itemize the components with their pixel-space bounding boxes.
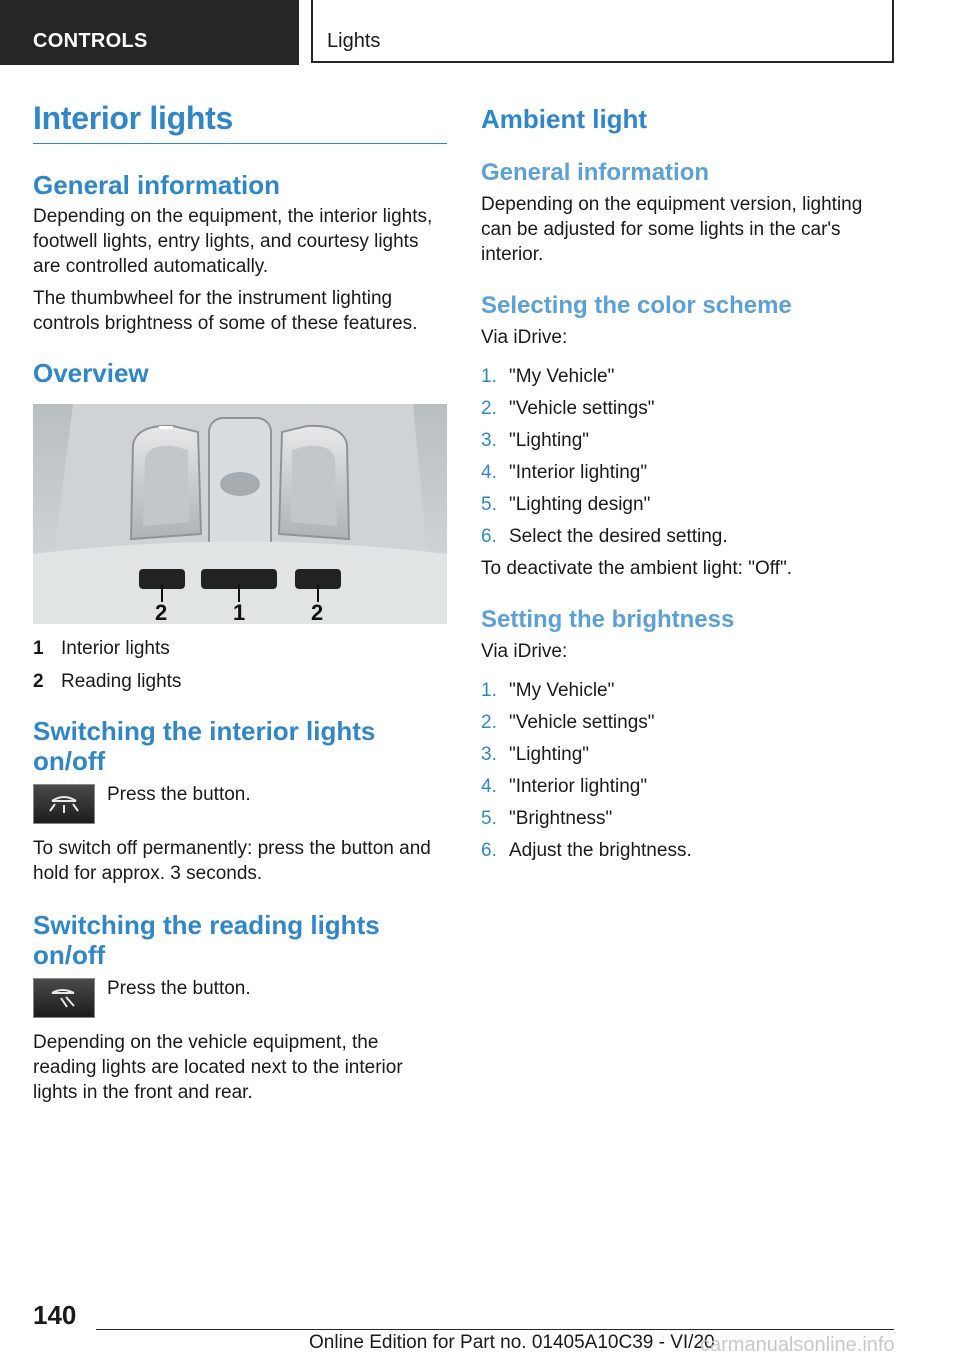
legend-number: 2 [33,671,44,692]
interior-light-button-icon [33,784,95,824]
ambient-general-text: Depending on the equipment version, lighting can be adjusted for some lights in the car's interior. [481,194,863,265]
step-item [481,396,895,421]
color-scheme-heading: Selecting the color scheme [481,292,792,319]
left-column [33,100,447,1105]
step-text: "Vehicle settings" [509,712,655,733]
step-text: "My Vehicle" [509,680,615,701]
step-number: 6. [481,840,497,861]
legend-label: Reading lights [61,671,182,692]
brightness-heading: Setting the brightness [481,606,735,633]
general-info-heading: General information [33,170,281,200]
step-number: 3. [481,430,497,451]
press-button-text: Press the button. [107,784,251,805]
thumbwheel-text: The thumbwheel for the instrument lighting controls brightness of some of these features. [33,288,418,334]
step-item [481,364,895,389]
step-text: "Lighting" [509,744,590,765]
step-number: 2. [481,398,497,419]
color-scheme-steps [481,364,895,549]
step-number: 4. [481,462,497,483]
via-idrive-text: Via iDrive: [481,327,568,348]
step-text: "Lighting design" [509,494,651,515]
footer-divider [96,1329,894,1330]
press-button-text: Press the button. [107,978,251,999]
step-text: "Brightness" [509,808,613,829]
via-idrive-text: Via iDrive: [481,641,568,662]
step-item [481,742,895,767]
step-number: 2. [481,712,497,733]
overhead-console-photo [33,404,447,624]
chapter-title: Lights [327,30,381,52]
legend-item [33,636,447,661]
chapter-tab [311,0,894,63]
section-title: CONTROLS [33,30,148,52]
switch-off-text: To switch off permanently: press the button and hold for approx. 3 seconds. [33,838,431,884]
step-text: "My Vehicle" [509,366,615,387]
step-text: Adjust the brightness. [509,840,692,861]
reading-switch-heading: Switching the reading lights on/off [33,910,380,970]
page-title: Interior lights [33,100,447,144]
step-number: 4. [481,776,497,797]
legend-number: 1 [33,638,44,659]
step-number: 6. [481,526,497,547]
step-number: 5. [481,494,497,515]
callout-label: 2 [155,600,168,624]
overhead-console-illustration [33,404,447,624]
step-item [481,524,895,549]
step-text: Select the desired setting. [509,526,728,547]
ambient-light-heading: Ambient light [481,104,648,134]
deactivate-text: To deactivate the ambient light: "Off". [481,558,792,579]
brightness-steps [481,678,895,863]
step-item [481,492,895,517]
page-number: 140 [33,1300,77,1330]
step-number: 3. [481,744,497,765]
section-tab [0,0,299,65]
step-item [481,428,895,453]
edition-text: Online Edition for Part no. 01405A10C39 - VI/20 [309,1332,715,1353]
step-number: 1. [481,366,497,387]
step-item [481,710,895,735]
overview-legend [33,636,447,694]
step-text: "Interior lighting" [509,776,648,797]
step-text: "Lighting" [509,430,590,451]
legend-item [33,669,447,694]
callout-label: 1 [233,600,246,624]
step-text: "Vehicle settings" [509,398,655,419]
step-item [481,774,895,799]
step-item [481,806,895,831]
right-column [481,100,895,870]
ambient-general-heading: General information [481,159,710,186]
callout-label: 2 [311,600,324,624]
interior-switch-heading: Switching the interior lights on/off [33,716,376,776]
interior-light-button-row [33,784,447,824]
step-item [481,838,895,863]
step-text: "Interior lighting" [509,462,648,483]
reading-lights-text: Depending on the vehicle equipment, the reading lights are located next to the interior lights in the front and rear. [33,1032,403,1103]
step-item [481,460,895,485]
overview-heading: Overview [33,358,149,388]
watermark: carmanualsonline.info [700,1334,895,1356]
reading-light-button-row [33,978,447,1018]
step-number: 5. [481,808,497,829]
step-number: 1. [481,680,497,701]
legend-label: Interior lights [61,638,170,659]
step-item [481,678,895,703]
general-info-text: Depending on the equipment, the interior lights, footwell lights, entry lights, and courtesy lights are controlled automatically. [33,206,433,277]
reading-light-button-icon [33,978,95,1018]
